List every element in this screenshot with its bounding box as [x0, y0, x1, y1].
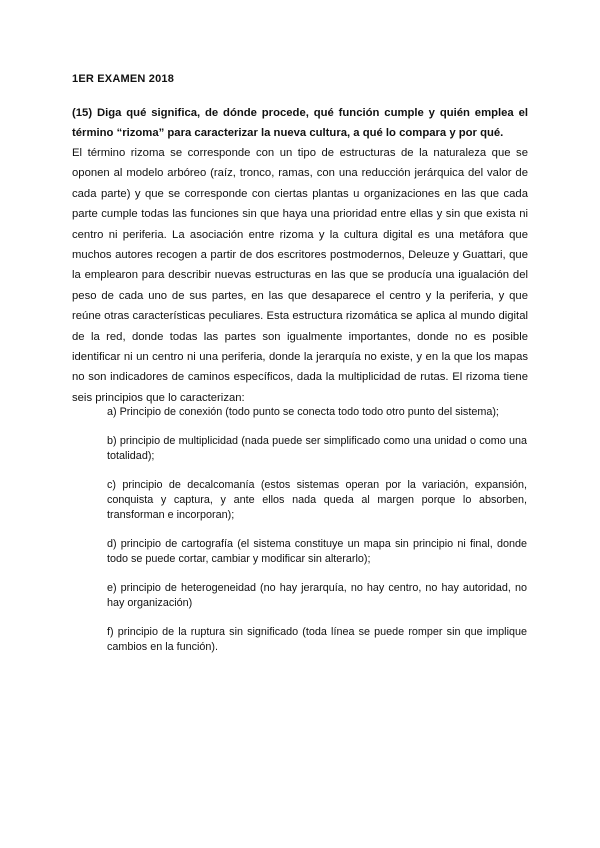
- principle-item-a: a) Principio de conexión (todo punto se conecta todo todo otro punto del sistema);: [107, 406, 499, 418]
- question-text: (15) Diga qué significa, de dónde procede, qué función cumple y quién emplea el término “rizoma” para caracterizar la nueva cultura, a qué lo compara y por qué.: [72, 107, 528, 139]
- exam-title: 1ER EXAMEN 2018: [72, 73, 175, 85]
- principle-item-b: b) principio de multiplicidad (nada puede ser simplificado como una unidad o como una totalidad);: [107, 435, 527, 462]
- principle-item-d: d) principio de cartografía (el sistema constituye un mapa sin principio ni final, donde todo se puede cortar, cambiar y modificar sin alterarlo);: [107, 538, 527, 565]
- answer-paragraph: El término rizoma se corresponde con un tipo de estructuras de la naturaleza que se oponen al modelo arbóreo (raíz, tronco, ramas, con una reducción jerárquica del valor de cada parte) y que se corresponde con ciertas plantas u organizaciones en las que cada parte cumple todas las funciones sin que haya una prioridad entre ellas y sin que exista ni centro ni periferia. La asociación entre rizoma y la cultura digital es una metáfora que muchos autores recogen a partir de dos escritores postmodernos, Deleuze y Guattari, que la emplearon para describir nuevas estructuras en las que se producía una igualación del peso de cada uno de sus partes, en las que desaparece el centro y la periferia, y que reúne otras características peculiares. Esta estructura rizomática se aplica al mundo digital de la red, donde todas las partes son igualmente importantes, donde no es posible identificar ni un centro ni una periferia, donde la jerarquía no existe, y en la que los mapas no son indicadores de caminos específicos, dada la multiplicidad de rutas. El rizoma tiene seis principios que lo caracterizan:: [72, 147, 528, 404]
- principle-item-f: f) principio de la ruptura sin significado (toda línea se puede romper sin que implique cambios en la función).: [107, 626, 527, 653]
- principle-item-c: c) principio de decalcomanía (estos sistemas operan por la variación, expansión, conquista y captura, y ante ellos nada queda al margen porque lo absorben, transforman e incorporan);: [107, 479, 527, 521]
- principles-list: [107, 405, 527, 669]
- principle-item-e: e) principio de heterogeneidad (no hay jerarquía, no hay centro, no hay autoridad, no hay organización): [107, 582, 527, 609]
